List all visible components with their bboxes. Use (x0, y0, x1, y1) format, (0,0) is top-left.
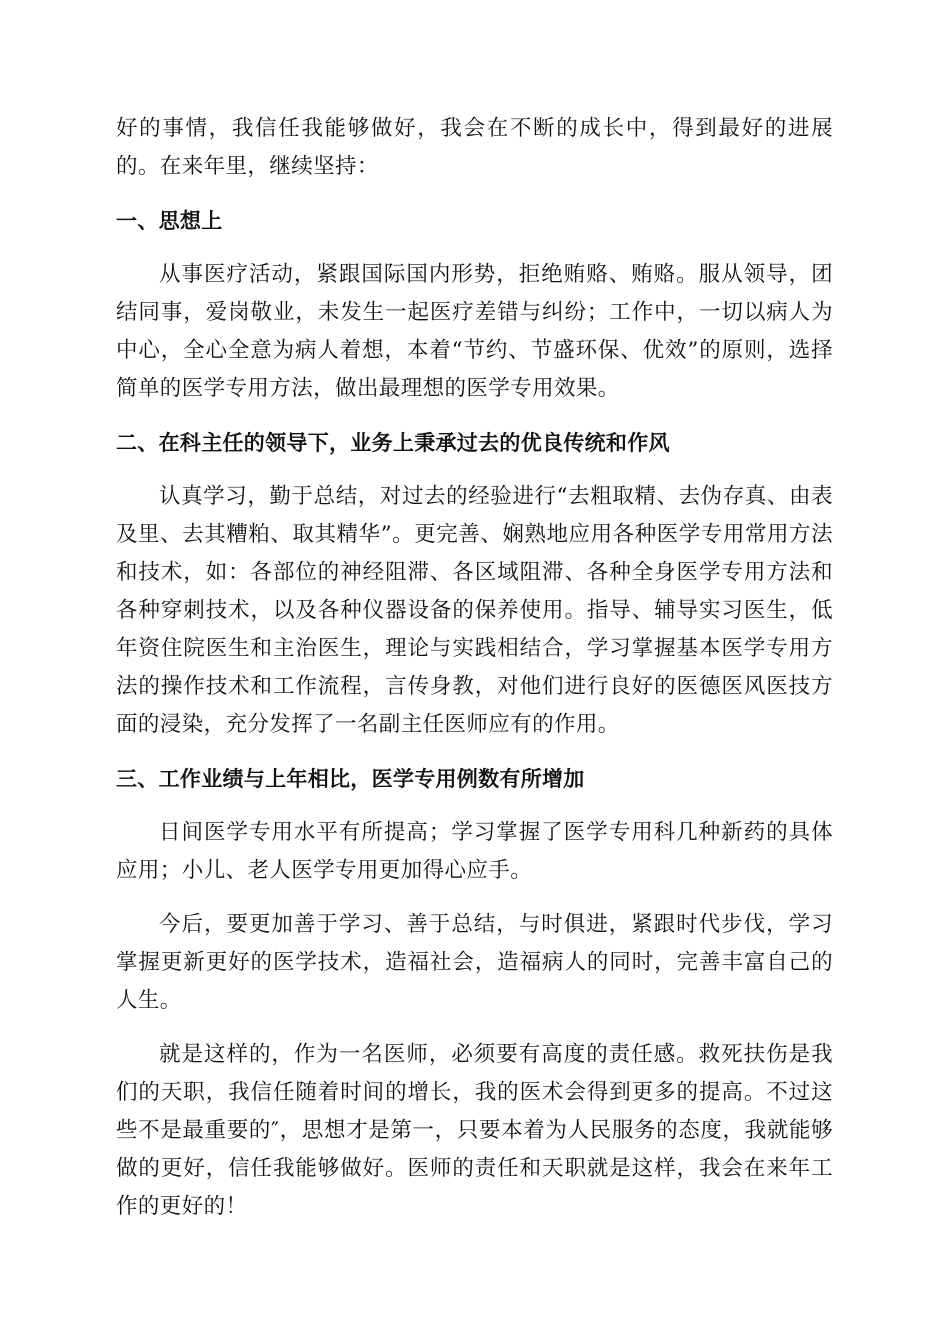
paragraph-business: 认真学习，勤于总结，对过去的经验进行“去粗取精、去伪存真、由表及里、去其糟粕、取其精华”。更完善、娴熟地应用各种医学专用常用方法和技术，如：各部位的神经阻滞、各区域阻滞、各种全身医学专用方法和各种穿刺技术，以及各种仪器设备的保养使用。指导、辅导实习医生，低年资住院医生和主治医生，理论与实践相结合，学习掌握基本医学专用方法的操作技术和工作流程，言传身教，对他们进行良好的医德医风医技方面的浸染，充分发挥了一名副主任医师应有的作用。 (116, 484, 833, 737)
paragraph-future: 今后，要更加善于学习、善于总结，与时俱进，紧跟时代步伐，学习掌握更新更好的医学技术，造福社会，造福病人的同时，完善丰富自己的人生。 (116, 912, 833, 1013)
section-heading-business: 二、在科主任的领导下，业务上秉承过去的优良传统和作风 (116, 431, 670, 455)
section-heading-thought: 一、思想上 (116, 209, 223, 233)
section-heading-performance: 三、工作业绩与上年相比，医学专用例数有所增加 (116, 767, 585, 791)
paragraph-performance: 日间医学专用水平有所提高；学习掌握了医学专用科几种新药的具体应用；小儿、老人医学专用更加得心应手。 (116, 820, 833, 883)
document-body (116, 110, 833, 1242)
paragraph-conclusion: 就是这样的，作为一名医师，必须要有高度的责任感。救死扶伤是我们的天职，我信任随着时间的增长，我的医术会得到更多的提高。不过这些不是最重要的″，思想才是第一，只要本着为人民服务的态度，我就能够做的更好，信任我能够做好。医师的责任和天职就是这样，我会在来年工作的更好的！ (116, 1042, 833, 1219)
paragraph-thought: 从事医疗活动，紧跟国际国内形势，拒绝贿赂、贿赂。服从领导，团结同事，爱岗敬业，未发生一起医疗差错与纠纷；工作中，一切以病人为中心，全心全意为病人着想，本着“节约、节盛环保、优效”的原则，选择简单的医学专用方法，做出最理想的医学专用效果。 (116, 262, 833, 401)
paragraph-intro: 好的事情，我信任我能够做好，我会在不断的成长中，得到最好的进展的。在来年里，继续坚持： (116, 116, 833, 179)
